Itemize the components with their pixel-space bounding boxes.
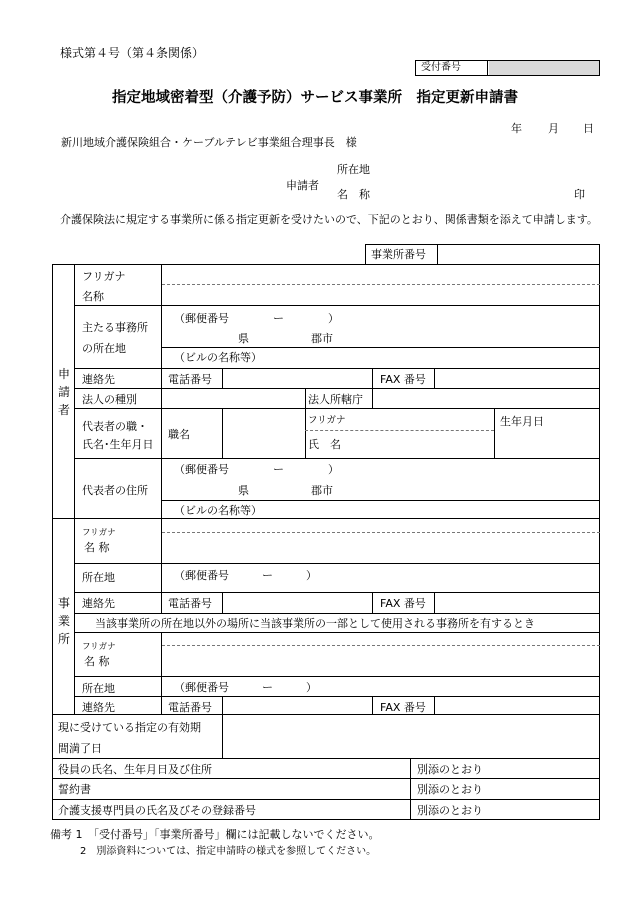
district-label: 郡市 — [311, 332, 333, 345]
contact-label: 連絡先 — [82, 373, 115, 386]
office-number-label: 事業所番号 — [371, 248, 426, 261]
office-contact-label: 連絡先 — [82, 597, 115, 610]
receipt-number-label: 受付番号 — [416, 61, 488, 75]
applicant-label: 申請者 — [286, 179, 319, 192]
date-year: 年 — [511, 122, 522, 135]
validity-label-2: 間満了日 — [58, 742, 102, 755]
office-furigana-label: フリガナ — [82, 528, 116, 538]
main-office-location-label-2: の所在地 — [82, 342, 126, 355]
receipt-number-field[interactable] — [489, 61, 599, 75]
applicant-section-label: 申請者 — [57, 367, 70, 417]
branch-name-label: 名 称 — [84, 655, 110, 668]
note-2: 2 別添資料については、指定申請時の様式を参照してください。 — [50, 846, 377, 857]
officers-label: 役員の氏名、生年月日及び住所 — [58, 763, 212, 776]
birth-date-label: 生年月日 — [500, 415, 544, 428]
rep-label-2: 氏名･生年月日 — [82, 438, 154, 451]
applicant-location-label: 所在地 — [337, 163, 370, 176]
care-managers-attached: 別添のとおり — [417, 804, 483, 817]
rep-postal-code-label: （郵便番号 ー ） — [174, 463, 339, 476]
corp-authority-label: 法人所轄庁 — [308, 393, 363, 406]
office-section-label: 事業所 — [57, 596, 70, 646]
building-label: （ビルの名称等） — [174, 351, 262, 364]
date-day: 日 — [583, 122, 594, 135]
phone-label: 電話番号 — [168, 373, 212, 386]
pledge-label: 誓約書 — [58, 783, 91, 796]
form-number: 様式第４号（第４条関係） — [60, 46, 205, 60]
furigana-label: フリガナ — [82, 270, 126, 283]
office-fax-label: FAX 番号 — [380, 597, 426, 610]
branch-furigana-label: フリガナ — [82, 642, 116, 652]
receipt-number-box — [415, 60, 600, 76]
office-postal-code-label: （郵便番号 ー ） — [174, 569, 317, 582]
prefecture-label: 県 — [238, 332, 249, 345]
office-location-label: 所在地 — [82, 571, 115, 584]
fax-label: FAX 番号 — [380, 373, 426, 386]
officers-attached: 別添のとおり — [417, 763, 483, 776]
corp-type-label: 法人の種別 — [82, 393, 137, 406]
page-title: 指定地域密着型（介護予防）サービス事業所 指定更新申請書 — [112, 90, 518, 106]
position-label: 職名 — [168, 428, 190, 441]
rep-district-label: 郡市 — [311, 484, 333, 497]
main-office-location-label-1: 主たる事務所 — [82, 321, 148, 334]
seal-mark: 印 — [574, 188, 585, 201]
branch-phone-label: 電話番号 — [168, 701, 212, 714]
rep-prefecture-label: 県 — [238, 484, 249, 497]
addressee: 新川地域介護保険組合・ケーブルテレビ事業組合理事長 様 — [61, 136, 357, 149]
branch-fax-label: FAX 番号 — [380, 701, 426, 714]
date-month: 月 — [548, 122, 559, 135]
validity-label-1: 現に受けている指定の有効期 — [58, 721, 201, 734]
care-managers-label: 介護支援専門員の氏名及びその登録番号 — [58, 804, 256, 817]
office-name-label: 名 称 — [84, 541, 110, 554]
pledge-attached: 別添のとおり — [417, 783, 483, 796]
rep-label-1: 代表者の職・ — [82, 420, 148, 433]
other-office-note: 当該事業所の所在地以外の場所に当該事業所の一部として使用される事務所を有するとき — [95, 617, 535, 630]
applicant-name-label: 名称 — [82, 290, 104, 303]
rep-furigana-label: フリガナ — [308, 415, 346, 426]
preamble: 介護保険法に規定する事業所に係る指定更新を受けたいので、下記のとおり、関係書類を添えて申請します。 — [60, 213, 598, 226]
postal-code-label: （郵便番号 ー ） — [174, 312, 339, 325]
rep-building-label: （ビルの名称等） — [174, 504, 262, 517]
rep-address-label: 代表者の住所 — [82, 484, 148, 497]
branch-postal-code-label: （郵便番号 ー ） — [174, 681, 317, 694]
branch-location-label: 所在地 — [82, 682, 115, 695]
rep-name-label: 氏 名 — [308, 438, 341, 451]
note-1: 備考 1 「受付番号」「事業所番号」欄には記載しないでください。 — [50, 828, 380, 841]
office-phone-label: 電話番号 — [168, 597, 212, 610]
applicant-name-label: 名 称 — [337, 188, 370, 201]
branch-contact-label: 連絡先 — [82, 701, 115, 714]
notes — [50, 826, 380, 860]
